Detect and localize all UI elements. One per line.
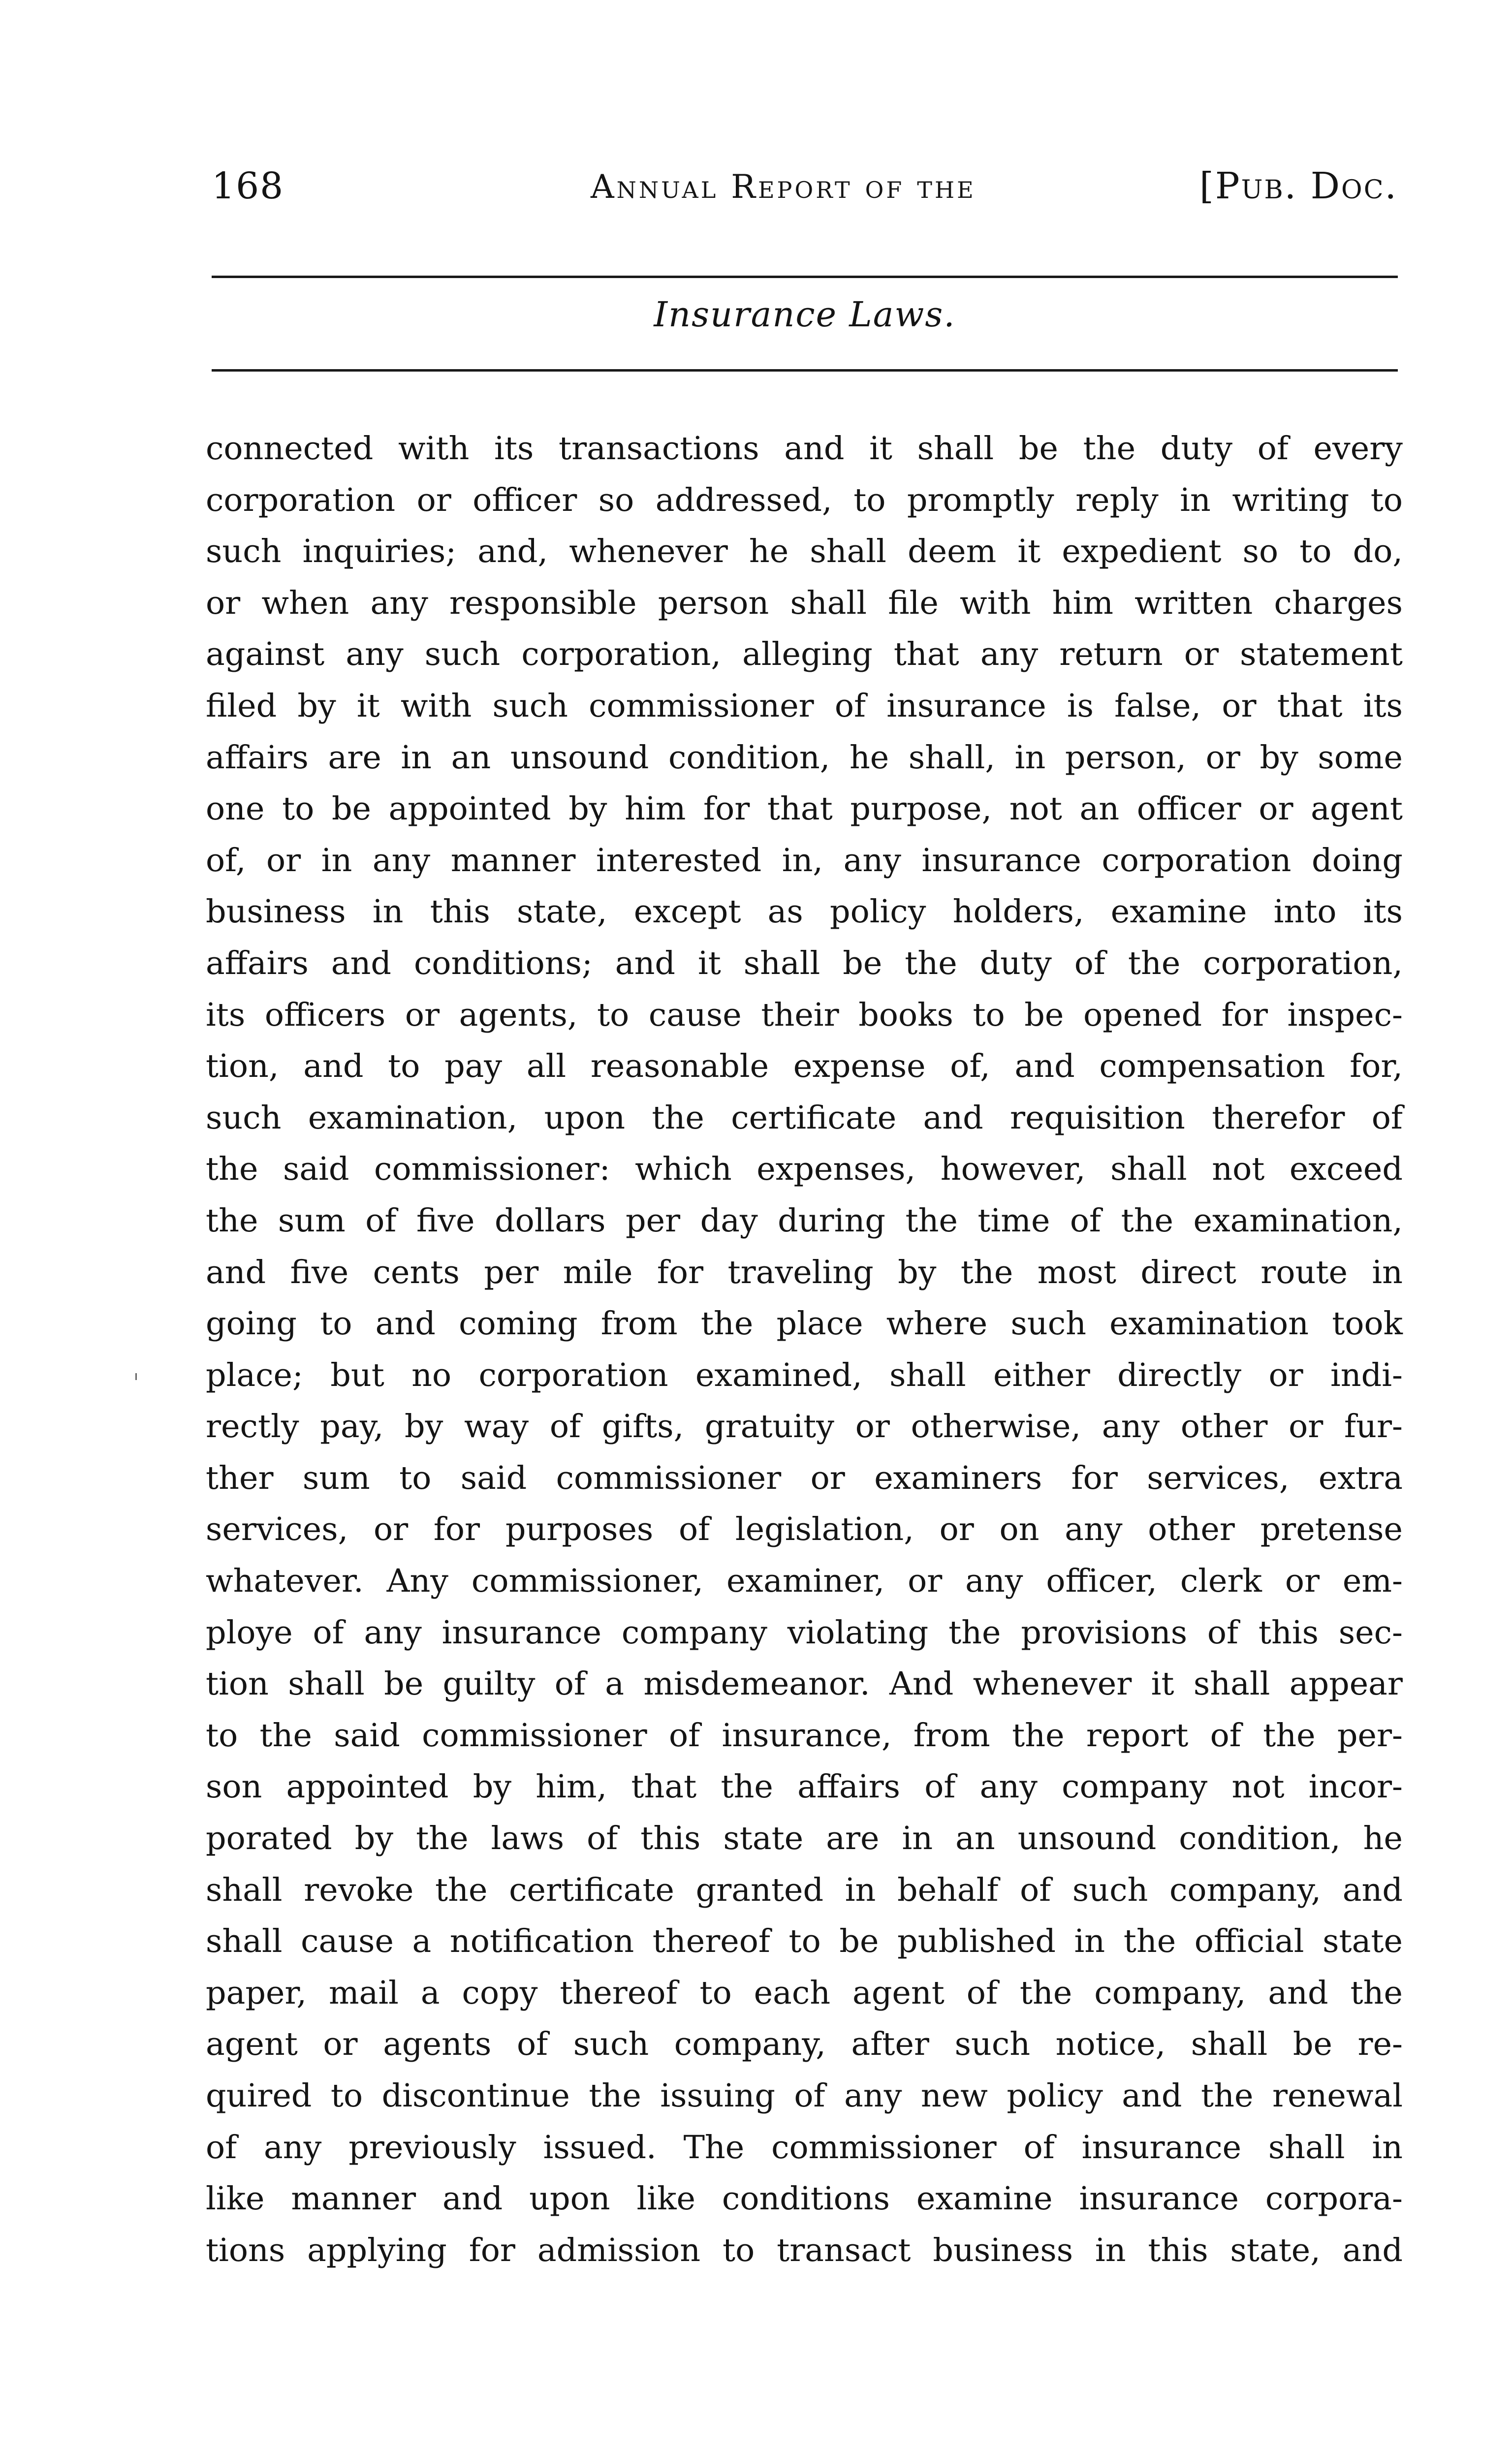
text-line: rectly pay, by way of gifts, gratuity or otherwise, any other or fur- (206, 1408, 1403, 1445)
text-line: or when any responsible person shall file with him written charges (206, 584, 1403, 622)
body-text (206, 423, 1403, 2276)
text-line: quired to discontinue the issuing of any new policy and the renewal (206, 2077, 1403, 2114)
text-line: the said commissioner: which expenses, however, shall not exceed (206, 1151, 1403, 1188)
text-line: agent or agents of such company, after such notice, shall be re- (206, 2026, 1403, 2063)
page-number: 168 (212, 165, 284, 207)
text-line: shall revoke the certificate granted in behalf of such company, and (206, 1871, 1403, 1909)
margin-mark (135, 1373, 137, 1380)
text-line: affairs are in an unsound condition, he shall, in person, or by some (206, 739, 1403, 776)
text-line: like manner and upon like conditions examine insurance corpora- (206, 2180, 1403, 2218)
text-line: tion shall be guilty of a misdemeanor. And whenever it shall appear (206, 1665, 1403, 1703)
text-line: of any previously issued. The commissioner of insurance shall in (206, 2129, 1403, 2166)
text-line: ploye of any insurance company violating the provisions of this sec- (206, 1614, 1403, 1651)
text-line: son appointed by him, that the affairs of any company not incor- (206, 1768, 1403, 1806)
text-line: one to be appointed by him for that purpose, not an officer or agent (206, 790, 1403, 828)
text-line: services, or for purposes of legislation, or on any other pretense (206, 1511, 1403, 1548)
text-line: affairs and conditions; and it shall be the duty of the corporation, (206, 944, 1403, 982)
text-line: shall cause a notification thereof to be published in the official state (206, 1923, 1403, 1960)
text-line: such inquiries; and, whenever he shall deem it expedient so to do, (206, 533, 1403, 570)
section-title: Insurance Laws. (654, 294, 956, 335)
text-line: to the said commissioner of insurance, from the report of the per- (206, 1717, 1403, 1754)
text-line: business in this state, except as policy holders, examine into its (206, 893, 1403, 931)
text-line: ther sum to said commissioner or examiners for services, extra (206, 1459, 1403, 1497)
text-line: tion, and to pay all reasonable expense of, and compensation for, (206, 1048, 1403, 1085)
text-line: connected with its transactions and it shall be the duty of every (206, 430, 1403, 467)
text-line: its officers or agents, to cause their books to be opened for inspec- (206, 996, 1403, 1034)
text-line: corporation or officer so addressed, to promptly reply in writing to (206, 481, 1403, 519)
document-label: [Pub. Doc. (1199, 165, 1398, 207)
text-line: going to and coming from the place where such examination took (206, 1305, 1403, 1343)
text-line: filed by it with such commissioner of insurance is false, or that its (206, 687, 1403, 724)
text-line: of, or in any manner interested in, any insurance corporation doing (206, 842, 1403, 879)
text-line: place; but no corporation examined, shall either directly or indi- (206, 1356, 1403, 1394)
text-line: such examination, upon the certificate and requisition therefor of (206, 1099, 1403, 1136)
header-rule-top (212, 276, 1398, 278)
text-line: whatever. Any commissioner, examiner, or any officer, clerk or em- (206, 1563, 1403, 1600)
text-line: tions applying for admission to transact business in this state, and (206, 2231, 1403, 2269)
header-rule-bottom (212, 369, 1398, 372)
text-line: and five cents per mile for traveling by the most direct route in (206, 1254, 1403, 1291)
text-line: porated by the laws of this state are in an unsound condition, he (206, 1820, 1403, 1857)
running-head (212, 165, 1398, 219)
text-line: against any such corporation, alleging that any return or statement (206, 636, 1403, 673)
text-line: the sum of five dollars per day during the time of the examination, (206, 1202, 1403, 1239)
journal-title: Annual Report of the (591, 168, 976, 206)
text-line: paper, mail a copy thereof to each agent of the company, and the (206, 1974, 1403, 2011)
